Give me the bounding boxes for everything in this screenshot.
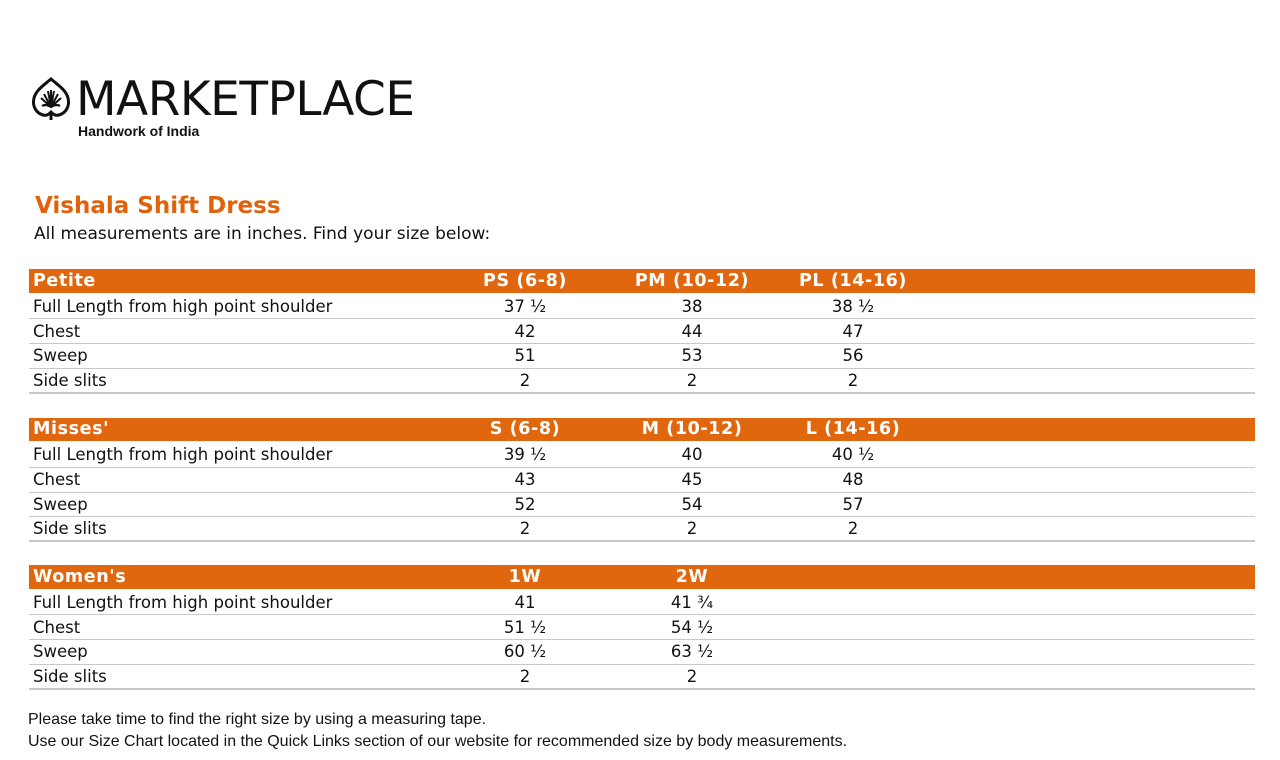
measurement-value: 2 [686,666,698,686]
table-header [29,565,1255,591]
measurement-value: 38 [681,296,703,316]
measurement-label: Sweep [33,494,88,514]
measurement-value: 45 [681,470,703,490]
size-tables [29,269,1255,714]
note-line: Use our Size Chart located in the Quick Links section of our website for recommended size by body measurements. [28,733,848,750]
measurement-value: 47 [842,321,864,341]
measurement-value: 2 [519,666,531,686]
measurement-value: 56 [842,346,864,366]
table-row [29,640,1255,665]
measurement-value: 40 ½ [831,445,875,465]
table-row [29,319,1255,344]
product-title: Vishala Shift Dress [35,193,281,219]
table-header [29,269,1255,295]
measurement-value: 44 [681,321,703,341]
measurement-value: 40 [681,445,703,465]
measurement-value: 37 ½ [503,296,547,316]
measurement-label: Full Length from high point shoulder [33,296,333,316]
footer-notes [28,709,847,753]
measurement-value: 41 ¾ [670,592,714,612]
brand-tagline: Handwork of India [78,123,200,139]
measurement-value: 53 [681,346,703,366]
measurement-value: 42 [514,321,536,341]
table-row [29,517,1255,542]
measurement-label: Chest [33,321,81,341]
table-row [29,665,1255,690]
measurement-value: 51 ½ [503,617,547,637]
measurement-value: 51 [514,346,536,366]
table-row [29,493,1255,518]
measurement-value: 2 [519,370,531,390]
measurement-label: Full Length from high point shoulder [33,445,333,465]
measurement-value: 39 ½ [503,445,547,465]
measurement-label: Side slits [33,519,107,539]
category-label: Women's [33,566,127,587]
note-line: Please take time to find the right size by using a measuring tape. [28,711,487,728]
measurement-label: Side slits [33,666,107,686]
size-heading: PM (10-12) [634,270,750,291]
category-label: Misses' [33,419,110,440]
size-heading: S (6-8) [489,419,561,440]
measurement-value: 2 [847,519,859,539]
category-label: Petite [33,270,96,291]
table-row [29,369,1255,394]
size-heading: PL (14-16) [798,270,908,291]
measurement-value: 2 [686,519,698,539]
measurement-value: 57 [842,494,864,514]
size-table-misses [29,418,1255,543]
size-heading: 1W [508,566,542,587]
measurement-value: 38 ½ [831,296,875,316]
measurement-label: Full Length from high point shoulder [33,592,333,612]
measurement-label: Sweep [33,346,88,366]
table-row [29,615,1255,640]
table-row [29,591,1255,616]
measurement-value: 63 ½ [670,642,714,662]
measurement-label: Chest [33,470,81,490]
measurement-value: 54 [681,494,703,514]
size-table-petite [29,269,1255,394]
brand-logo [28,72,415,142]
size-heading: PS (6-8) [483,270,567,291]
measurement-value: 2 [519,519,531,539]
measurement-value: 48 [842,470,864,490]
measurement-value: 43 [514,470,536,490]
measurement-label: Sweep [33,642,88,662]
measurement-value: 2 [686,370,698,390]
brand-name: MARKETPLACE [76,72,415,127]
size-heading: M (10-12) [641,419,743,440]
size-heading: L (14-16) [805,419,901,440]
table-row [29,468,1255,493]
table-row [29,443,1255,468]
leaf-hand-logo-icon [30,76,72,122]
measurement-value: 54 ½ [670,617,714,637]
measurement-label: Side slits [33,370,107,390]
measurement-value: 41 [514,592,536,612]
measurement-value: 2 [847,370,859,390]
table-row [29,295,1255,320]
measurement-label: Chest [33,617,81,637]
measurement-value: 60 ½ [503,642,547,662]
size-table-womens [29,565,1255,690]
table-row [29,344,1255,369]
measurement-instructions: All measurements are in inches. Find your size below: [34,224,491,244]
size-heading: 2W [675,566,709,587]
measurement-value: 52 [514,494,536,514]
table-header [29,418,1255,444]
